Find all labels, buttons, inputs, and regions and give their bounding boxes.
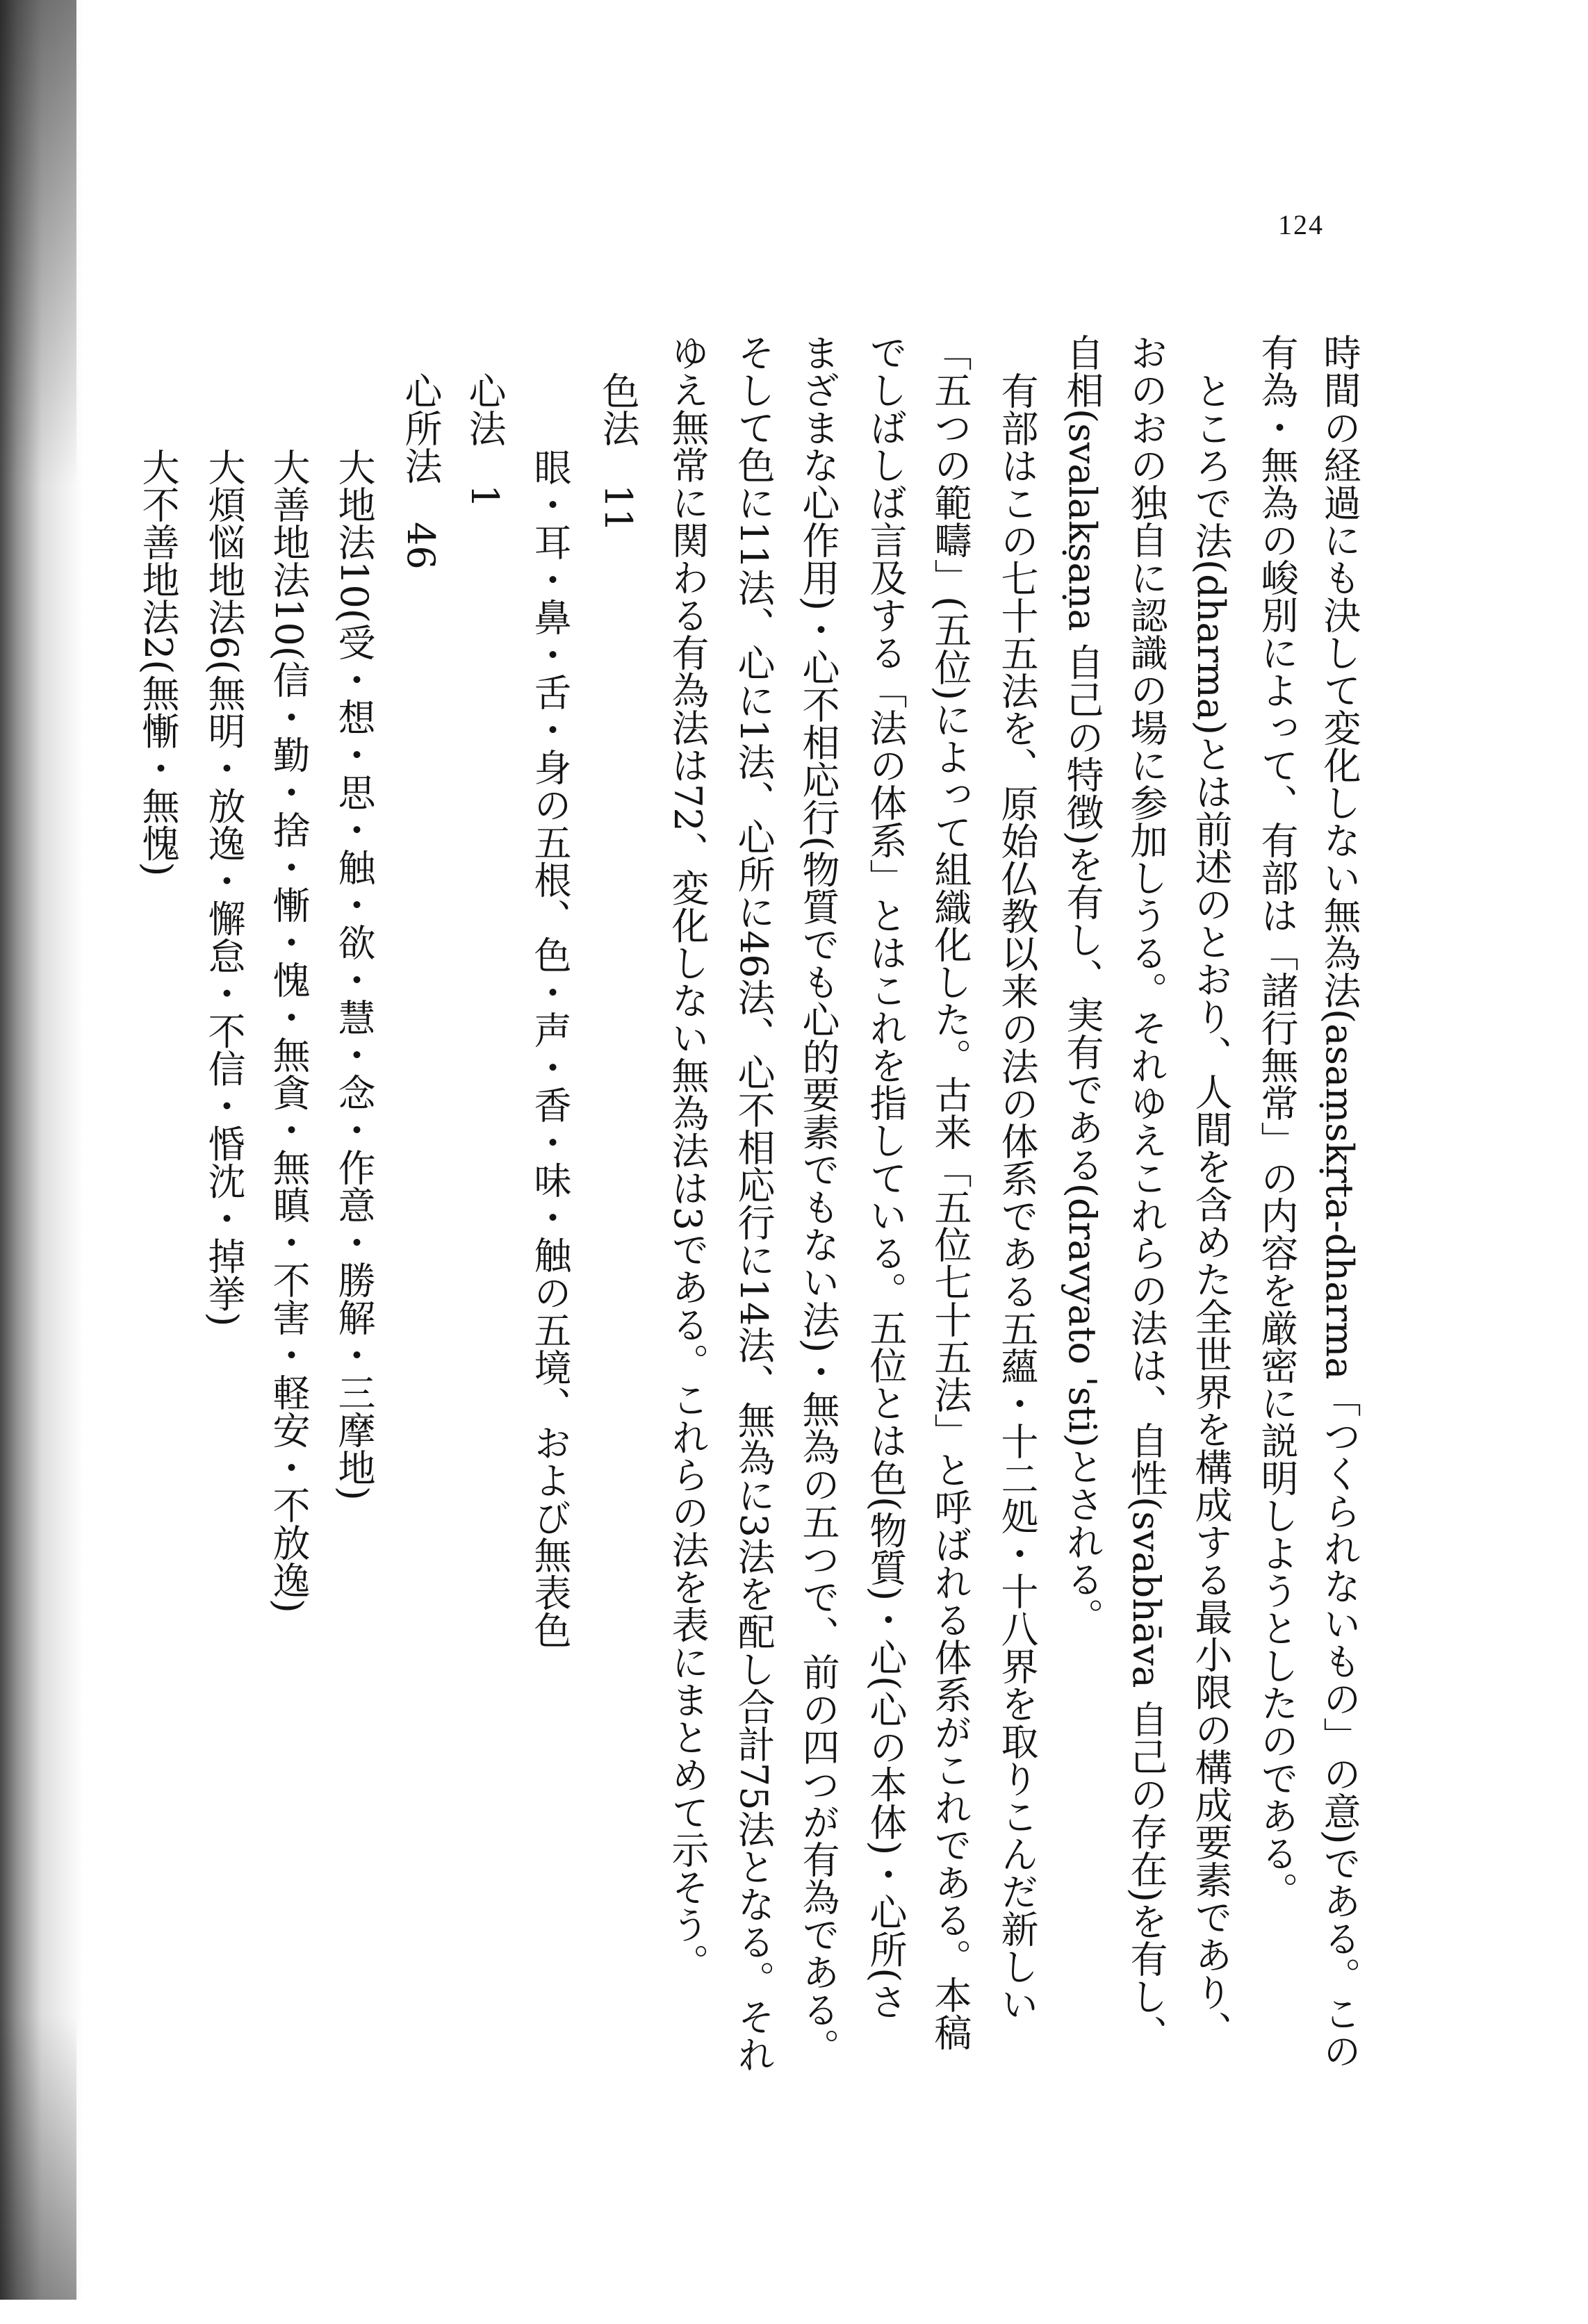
paragraph-line: 「五つの範疇」(五位)によって組織化した。古来「五位七十五法」と呼ばれる体系がこれである。本稿	[928, 333, 972, 2052]
paragraph-line: 有為・無為の峻別によって、有部は「諸行無常」の内容を厳密に説明しようとしたのである。	[1255, 333, 1299, 1909]
list-heading-citta: 心法 1	[463, 372, 507, 509]
paragraph-line: 有部はこの七十五法を、原始仏教以来の法の体系である五蘊・十二処・十八界を取りこんだ新しい	[995, 372, 1039, 2022]
list-item: 大不善地法2(無慚・無愧)	[136, 448, 180, 877]
paragraph-line: 自相(svalakṣaṇa 自己の特徴)を有し、実有である(dravyato 'sti)とされる。	[1061, 333, 1104, 1635]
paragraph-line: そして色に11法、心に1法、心所に46法、心不相応行に14法、無為に3法を配し合計75法となる。それ	[732, 333, 776, 2073]
paragraph-line: おのおの独自に認識の場に参加しうる。それゆえこれらの法は、自性(svabhāva 自己の存在)を有し、	[1124, 333, 1168, 2052]
scan-shadow-top	[0, 0, 76, 486]
paragraph-line: 時間の経過にも決して変化しない無為法(asaṃskṛta-dharma「つくられないもの」の意)である。この	[1318, 333, 1361, 2070]
list-item: 大煩悩地法6(無明・放逸・懈怠・不信・惛沈・掉挙)	[202, 448, 246, 1327]
list-item: 大地法10(受・想・思・触・欲・慧・念・作意・勝解・三摩地)	[332, 448, 376, 1501]
page-number: 124	[1278, 209, 1324, 240]
paragraph-line: ゆえ無常に関わる有為法は72、変化しない無為法は3である。これらの法を表にまとめて示そう。	[666, 333, 710, 1981]
list-item: 大善地法10(信・勤・捨・慚・愧・無貪・無瞋・不害・軽安・不放逸)	[267, 448, 311, 1613]
list-heading-caitasika: 心所法 46	[399, 372, 443, 570]
paragraph-line: まざまな心作用)・心不相応行(物質でも心的要素でもない法)・無為の五つで、前の四つが有為である。	[796, 333, 840, 2066]
list-item: 眼・耳・鼻・舌・身の五根、色・声・香・味・触の五境、および無表色	[528, 448, 572, 1649]
paragraph-line: ところで法(dharma)とは前述のとおり、人間を含めた全世界を構成する最小限の構成要素であり、	[1189, 372, 1233, 2048]
paragraph-line: でしばしば言及する「法の体系」とはこれを指している。五位とは色(物質)・心(心の本体)・心所(さ	[864, 333, 908, 2020]
list-heading-rupa: 色法 11	[596, 372, 640, 532]
scan-shadow-bottom	[0, 2015, 76, 2300]
